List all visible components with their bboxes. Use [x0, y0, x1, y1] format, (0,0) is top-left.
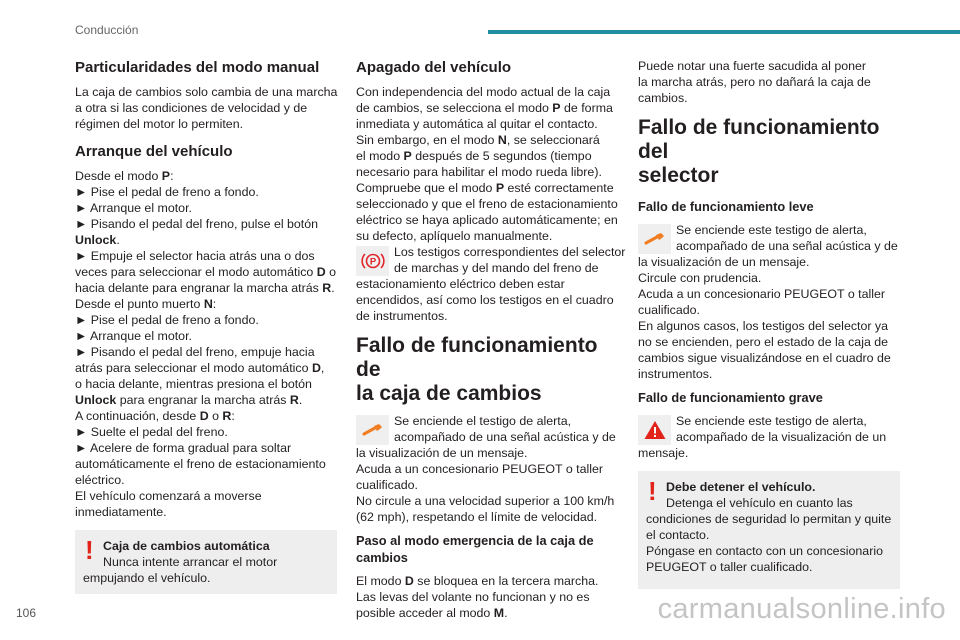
exclamation-icon: !	[85, 535, 94, 565]
text-line: ► Arranque el motor.	[75, 329, 192, 343]
warning-box-automatic	[75, 530, 337, 594]
text-line: o hacia delante, mientras presiona el botón	[75, 377, 312, 391]
wrench-warning-icon	[356, 415, 389, 445]
heading-manual-mode: Particularidades del modo manual	[75, 59, 320, 76]
text-line: Se enciende este testigo de alerta,	[676, 223, 867, 237]
text-line: Puede notar una fuerte sacudida al poner	[638, 59, 867, 73]
text-line: régimen del motor lo permiten.	[75, 117, 244, 131]
heading-vehicle-start: Arranque del vehículo	[75, 143, 233, 160]
text-line: instrumentos.	[638, 367, 713, 381]
text-line: El vehículo comenzará a moverse	[75, 489, 262, 503]
text-line: inmediata y automática al quitar el contacto.	[356, 117, 598, 131]
text-line: cambios sigue visualizándose en el cuadro de	[638, 351, 891, 365]
warning-title: Caja de cambios automática	[103, 539, 270, 553]
text-line: cambios.	[638, 91, 688, 105]
text-line: Se enciende este testigo de alerta,	[676, 414, 867, 428]
text-line: el contacto.	[646, 528, 710, 542]
text-line: (62 mph), respetando el límite de velocidad.	[356, 510, 598, 524]
text-line: mensaje.	[638, 446, 689, 460]
svg-text:P: P	[369, 256, 376, 268]
text-line: Sin embargo, en el modo N, se seleccionará	[356, 133, 600, 147]
section-title: Conducción	[75, 23, 139, 37]
text-line: posible acceder al modo M.	[356, 606, 508, 620]
text-line: hacia delante para engranar la marcha atrás R.	[75, 281, 335, 295]
text-line: acompañado de una señal acústica y de	[394, 430, 616, 444]
column-middle	[356, 58, 626, 621]
text-line: la visualización de un mensaje.	[638, 255, 810, 269]
warning-title: Debe detener el vehículo.	[666, 480, 816, 494]
heading-minor-failure: Fallo de funcionamiento leve	[638, 199, 814, 214]
text-line: eléctrico se haya aplicado automáticamente; en	[356, 213, 618, 227]
text-line: la visualización de un mensaje.	[356, 446, 528, 460]
text-line: cualificado.	[356, 478, 418, 492]
text-line: Circule con prudencia.	[638, 271, 762, 285]
text-line: a otra si las condiciones de velocidad y de	[75, 101, 308, 115]
text-line: su defecto, aplíquelo manualmente.	[356, 229, 553, 243]
text-line: inmediatamente.	[75, 505, 167, 519]
text-line: No circule a una velocidad superior a 100 km/h	[356, 494, 615, 508]
text-line: Acuda a un concesionario PEUGEOT o taller	[356, 462, 604, 476]
column-right	[638, 58, 900, 589]
text-line: En algunos casos, los testigos del selector ya	[638, 319, 889, 333]
text-line: estacionamiento eléctrico deben estar	[356, 277, 565, 291]
text-line: condiciones de seguridad lo permitan y quite	[646, 512, 892, 526]
minor-failure-paragraph	[638, 270, 900, 382]
text-line: Nunca intente arrancar el motor	[103, 555, 278, 569]
manual-mode-paragraph	[75, 84, 337, 132]
wrench-warning-icon	[638, 224, 671, 254]
text-line: Acuda a un concesionario PEUGEOT o taller	[638, 287, 886, 301]
watermark: carmanualsonline.info	[657, 593, 946, 625]
text-line: seleccionado y que el freno de estacionamiento	[356, 197, 618, 211]
text-line: El modo D se bloquea en la tercera marcha.	[356, 574, 599, 588]
text-line: eléctrico.	[75, 473, 125, 487]
text-line: ► Suelte el pedal del freno.	[75, 425, 228, 439]
text-line: Con independencia del modo actual de la caja	[356, 85, 611, 99]
text-line: de instrumentos.	[356, 309, 448, 323]
text-line: Se enciende el testigo de alerta,	[394, 414, 572, 428]
emergency-mode-paragraph	[356, 573, 618, 621]
text-line: ► Acelere de forma gradual para soltar	[75, 441, 292, 455]
text-line: de marchas y del mando del freno de	[394, 261, 599, 275]
heading-selector-failure: Fallo de funcionamiento del selector	[638, 116, 880, 187]
text-line: acompañado de una señal acústica y de	[676, 239, 898, 253]
brake-indicator-paragraph	[356, 244, 626, 324]
text-line: A continuación, desde D o R:	[75, 409, 235, 423]
text-line: Desde el punto muerto N:	[75, 297, 217, 311]
text-line: cualificado.	[638, 303, 700, 317]
text-line: la marcha atrás, pero no dañará la caja de	[638, 75, 871, 89]
text-line: empujando el vehículo.	[83, 571, 211, 585]
reverse-gear-paragraph	[638, 58, 900, 106]
triangle-alert-icon	[638, 415, 671, 445]
text-line: automáticamente el freno de estacionamiento	[75, 457, 326, 471]
heading-gearbox-failure: Fallo de funcionamiento de la caja de cambios	[356, 334, 598, 405]
text-line: ► Arranque el motor.	[75, 201, 192, 215]
vehicle-off-paragraph	[356, 84, 618, 244]
text-line: Unlock.	[75, 233, 120, 247]
text-line: Las levas del volante no funcionan y no es	[356, 590, 590, 604]
text-line: no se encienden, pero el estado de la caja de	[638, 335, 889, 349]
gearbox-warning-paragraph	[356, 413, 618, 461]
exclamation-icon: !	[648, 476, 657, 506]
text-line: acompañado de la visualización de un	[676, 430, 887, 444]
text-line: Los testigos correspondientes del selector	[394, 245, 626, 259]
text-line: encendidos, así como los testigos en el cuadro	[356, 293, 614, 307]
warning-box-stop-vehicle	[638, 471, 900, 589]
header-accent-bar	[488, 30, 960, 34]
parking-brake-warning-icon	[356, 246, 389, 276]
gearbox-failure-paragraph	[356, 461, 618, 525]
text-line: Desde el modo P:	[75, 169, 174, 183]
start-instructions	[75, 168, 337, 520]
major-warning-paragraph	[638, 413, 900, 461]
text-line: PEUGEOT o taller cualificado.	[646, 560, 813, 574]
text-line: ► Empuje el selector hacia atrás una o dos	[75, 249, 315, 263]
text-line: de cambios, se selecciona el modo P de forma	[356, 101, 613, 115]
text-line: veces para seleccionar el modo automático D o	[75, 265, 337, 279]
text-line: el modo P después de 5 segundos (tiempo	[356, 149, 592, 163]
text-line: La caja de cambios solo cambia de una marcha	[75, 85, 338, 99]
text-line: Compruebe que el modo P esté correctamente	[356, 181, 614, 195]
page-number: 106	[16, 606, 37, 620]
heading-emergency-mode: Paso al modo emergencia de la caja de cambios	[356, 533, 594, 565]
text-line: ► Pisando el pedal del freno, pulse el botón	[75, 217, 319, 231]
text-line: atrás para seleccionar el modo automático D,	[75, 361, 325, 375]
text-line: ► Pise el pedal de freno a fondo.	[75, 313, 259, 327]
text-line: necesario para habilitar el modo rueda libre).	[356, 165, 602, 179]
text-line: Unlock para engranar la marcha atrás R.	[75, 393, 303, 407]
heading-major-failure: Fallo de funcionamiento grave	[638, 390, 823, 405]
text-line: ► Pisando el pedal del freno, empuje hacia	[75, 345, 315, 359]
text-line: Póngase en contacto con un concesionario	[646, 544, 883, 558]
heading-vehicle-off: Apagado del vehículo	[356, 59, 512, 76]
text-line: Detenga el vehículo en cuanto las	[666, 496, 853, 510]
minor-warning-paragraph	[638, 222, 900, 270]
text-line: ► Pise el pedal de freno a fondo.	[75, 185, 259, 199]
column-left	[75, 58, 337, 594]
